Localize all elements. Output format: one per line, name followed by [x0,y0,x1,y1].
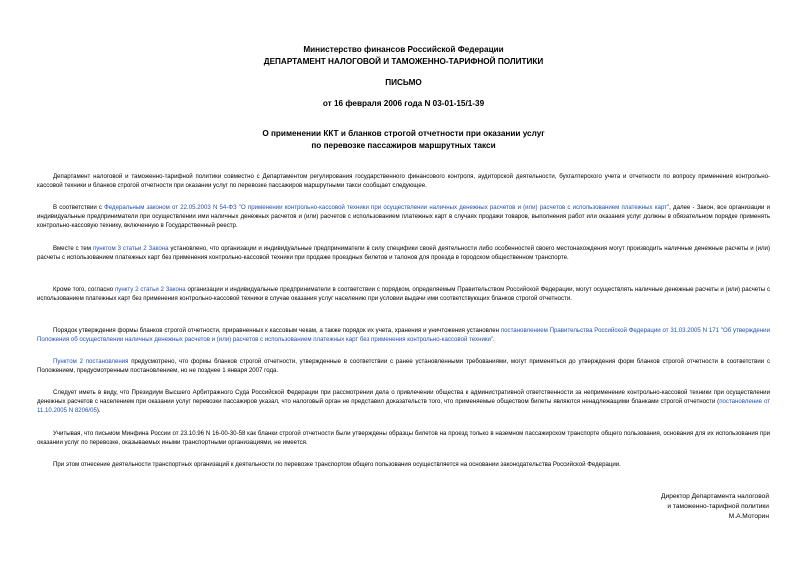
paragraph-1: Департамент налоговой и таможенно-тарифной политики совместно с Департаментом регулирования государственного финансового контроля, аудиторской деятельности, бухгалтерского учета и отчетности по вопросу применения контрольно-кассовой техники и бланков строгой отчетности при оказании услуг по перевозке пассажиров маршрутными такси сообщает следующее. [37,173,770,190]
paragraph-6-text: предусмотрено, что формы бланков строгой отчетности, утвержденные в соответствии с ранее установленными требованиями, могут применяться до утверждения форм бланков строгой отчетности в соответствии с Положением, предусмотренным постановлением, но не позднее 1 января 2007 года. [37,358,770,375]
paragraph-5-text-a: Порядок утверждения формы бланков строгой отчетности, приравненных к кассовым чекам, а также порядок их учета, хранения и уничтожения установлен [53,327,501,334]
resolution-item-2-link[interactable]: Пунктом 2 постановления [53,358,129,365]
paragraph-6 [37,357,770,375]
signature-line-2: и таможенно-тарифной политики [667,503,769,510]
subject-line-2: по перевозке пассажиров маршрутных такси [311,141,496,150]
subject-line-1: О применении ККТ и бланков строгой отчетности при оказании услуг [262,129,545,138]
federal-law-link[interactable]: Федеральным законом от 22.05.2003 N 54-ФЗ "О применении контрольно-кассовой техники при осуществлении наличных денежных расчетов и (или) расчетов с использованием платежных карт" [104,204,670,211]
paragraph-5-text-b: . [493,336,495,344]
ministry-name: Министерство финансов Российской Федерации [303,45,504,54]
paragraph-8: Учитывая, что письмом Минфина России от 23.10.96 N 16-00-30-58 как бланки строгой отчетности были утверждены образцы билетов на проезд только в наземном пассажирском транспорте общего пользования, основания для их использования при оказании услуг по перевозке, оказываемых иными транспортными организациями, не имеется. [37,430,770,447]
government-resolution-link[interactable]: постановлением Правительства Российской Федерации от 31.03.2005 N 171 "Об утверждении Положения об осуществлении наличных денежных расчетов и (или) расчетов с использованием платежных карт без применения контрольно-кассовой техники" [37,327,770,344]
paragraph-3 [37,244,770,262]
paragraph-7-text-b: ). [96,407,101,415]
paragraph-7-text-a: Следует иметь в виду, что Президиум Высшего Арбитражного Суда Российской Федерации при рассмотрении дела о привлечении общества к административной ответственности за неприменение контрольно-кассовой техники при осуществлении денежных расчетов с населением при оказании услуг перевозки пассажиров указал, что налоговый орган не представил доказательств того, что применяемые обществом билеты являются ненадлежащими бланками строгой отчетности ( [37,389,770,406]
paragraph-4 [37,285,770,303]
paragraph-7 [37,388,770,416]
signature-name: М.А.Моторин [728,513,769,520]
paragraph-2-text-a: В соответствии с [53,204,105,211]
law-article-2-item-2-link[interactable]: пункту 2 статьи 2 Закона [114,286,186,293]
paragraph-3-text-a: Вместе с тем [53,245,93,252]
paragraph-5 [37,326,770,344]
signature-line-1: Директор Департамента налоговой [661,493,769,500]
paragraph-2-text-b: , далее - Закон, все организации и индивидуальные предприниматели при осуществлении ими наличных денежных расчетов и (или) расчетов с использованием платежных карт в случаях продажи товаров, выполнения работ или оказания услуг должны в обязательном порядке применять контрольно-кассовую технику, включенную в Государственный реестр. [37,204,770,230]
paragraph-9: При этом отнесение деятельности транспортных организаций к деятельности по перевозке транспортом общего пользования осуществляется на основании законодательства Российской Федерации. [53,461,621,468]
court-ruling-link[interactable]: постановление от 11.10.2005 N 8206/05 [37,398,770,415]
law-article-2-item-3-link[interactable]: пунктом 3 статьи 2 Закона [92,245,169,252]
paragraph-2 [37,203,770,231]
paragraph-4-text-a: Кроме того, согласно [53,286,115,293]
doc-type: ПИСЬМО [385,78,422,87]
paragraph-4-text-b: организации и индивидуальные предприниматели в соответствии с порядком, определяемым Правительством Российской Федерации, могут осуществлять наличные денежные расчеты и (или) расчеты с использованием платежных карт без применения контрольно-кассовой техники в случае оказания услуг населению при условии выдачи ими соответствующих бланков строгой отчетности. [37,286,771,303]
doc-date: от 16 февраля 2006 года N 03-01-15/1-39 [322,99,485,108]
paragraph-3-text-b: установлено, что организации и индивидуальные предприниматели в силу специфики своей деятельности либо особенностей своего местонахождения могут производить наличные денежные расчеты и (или) расчеты с использованием платежных карт без применения контрольно-кассовой техники при продаже проездных билетов и талонов для проезда в городском общественном транспорте. [37,245,770,262]
department-name: ДЕПАРТАМЕНТ НАЛОГОВОЙ И ТАМОЖЕННО-ТАРИФНОЙ ПОЛИТИКИ [263,57,544,66]
